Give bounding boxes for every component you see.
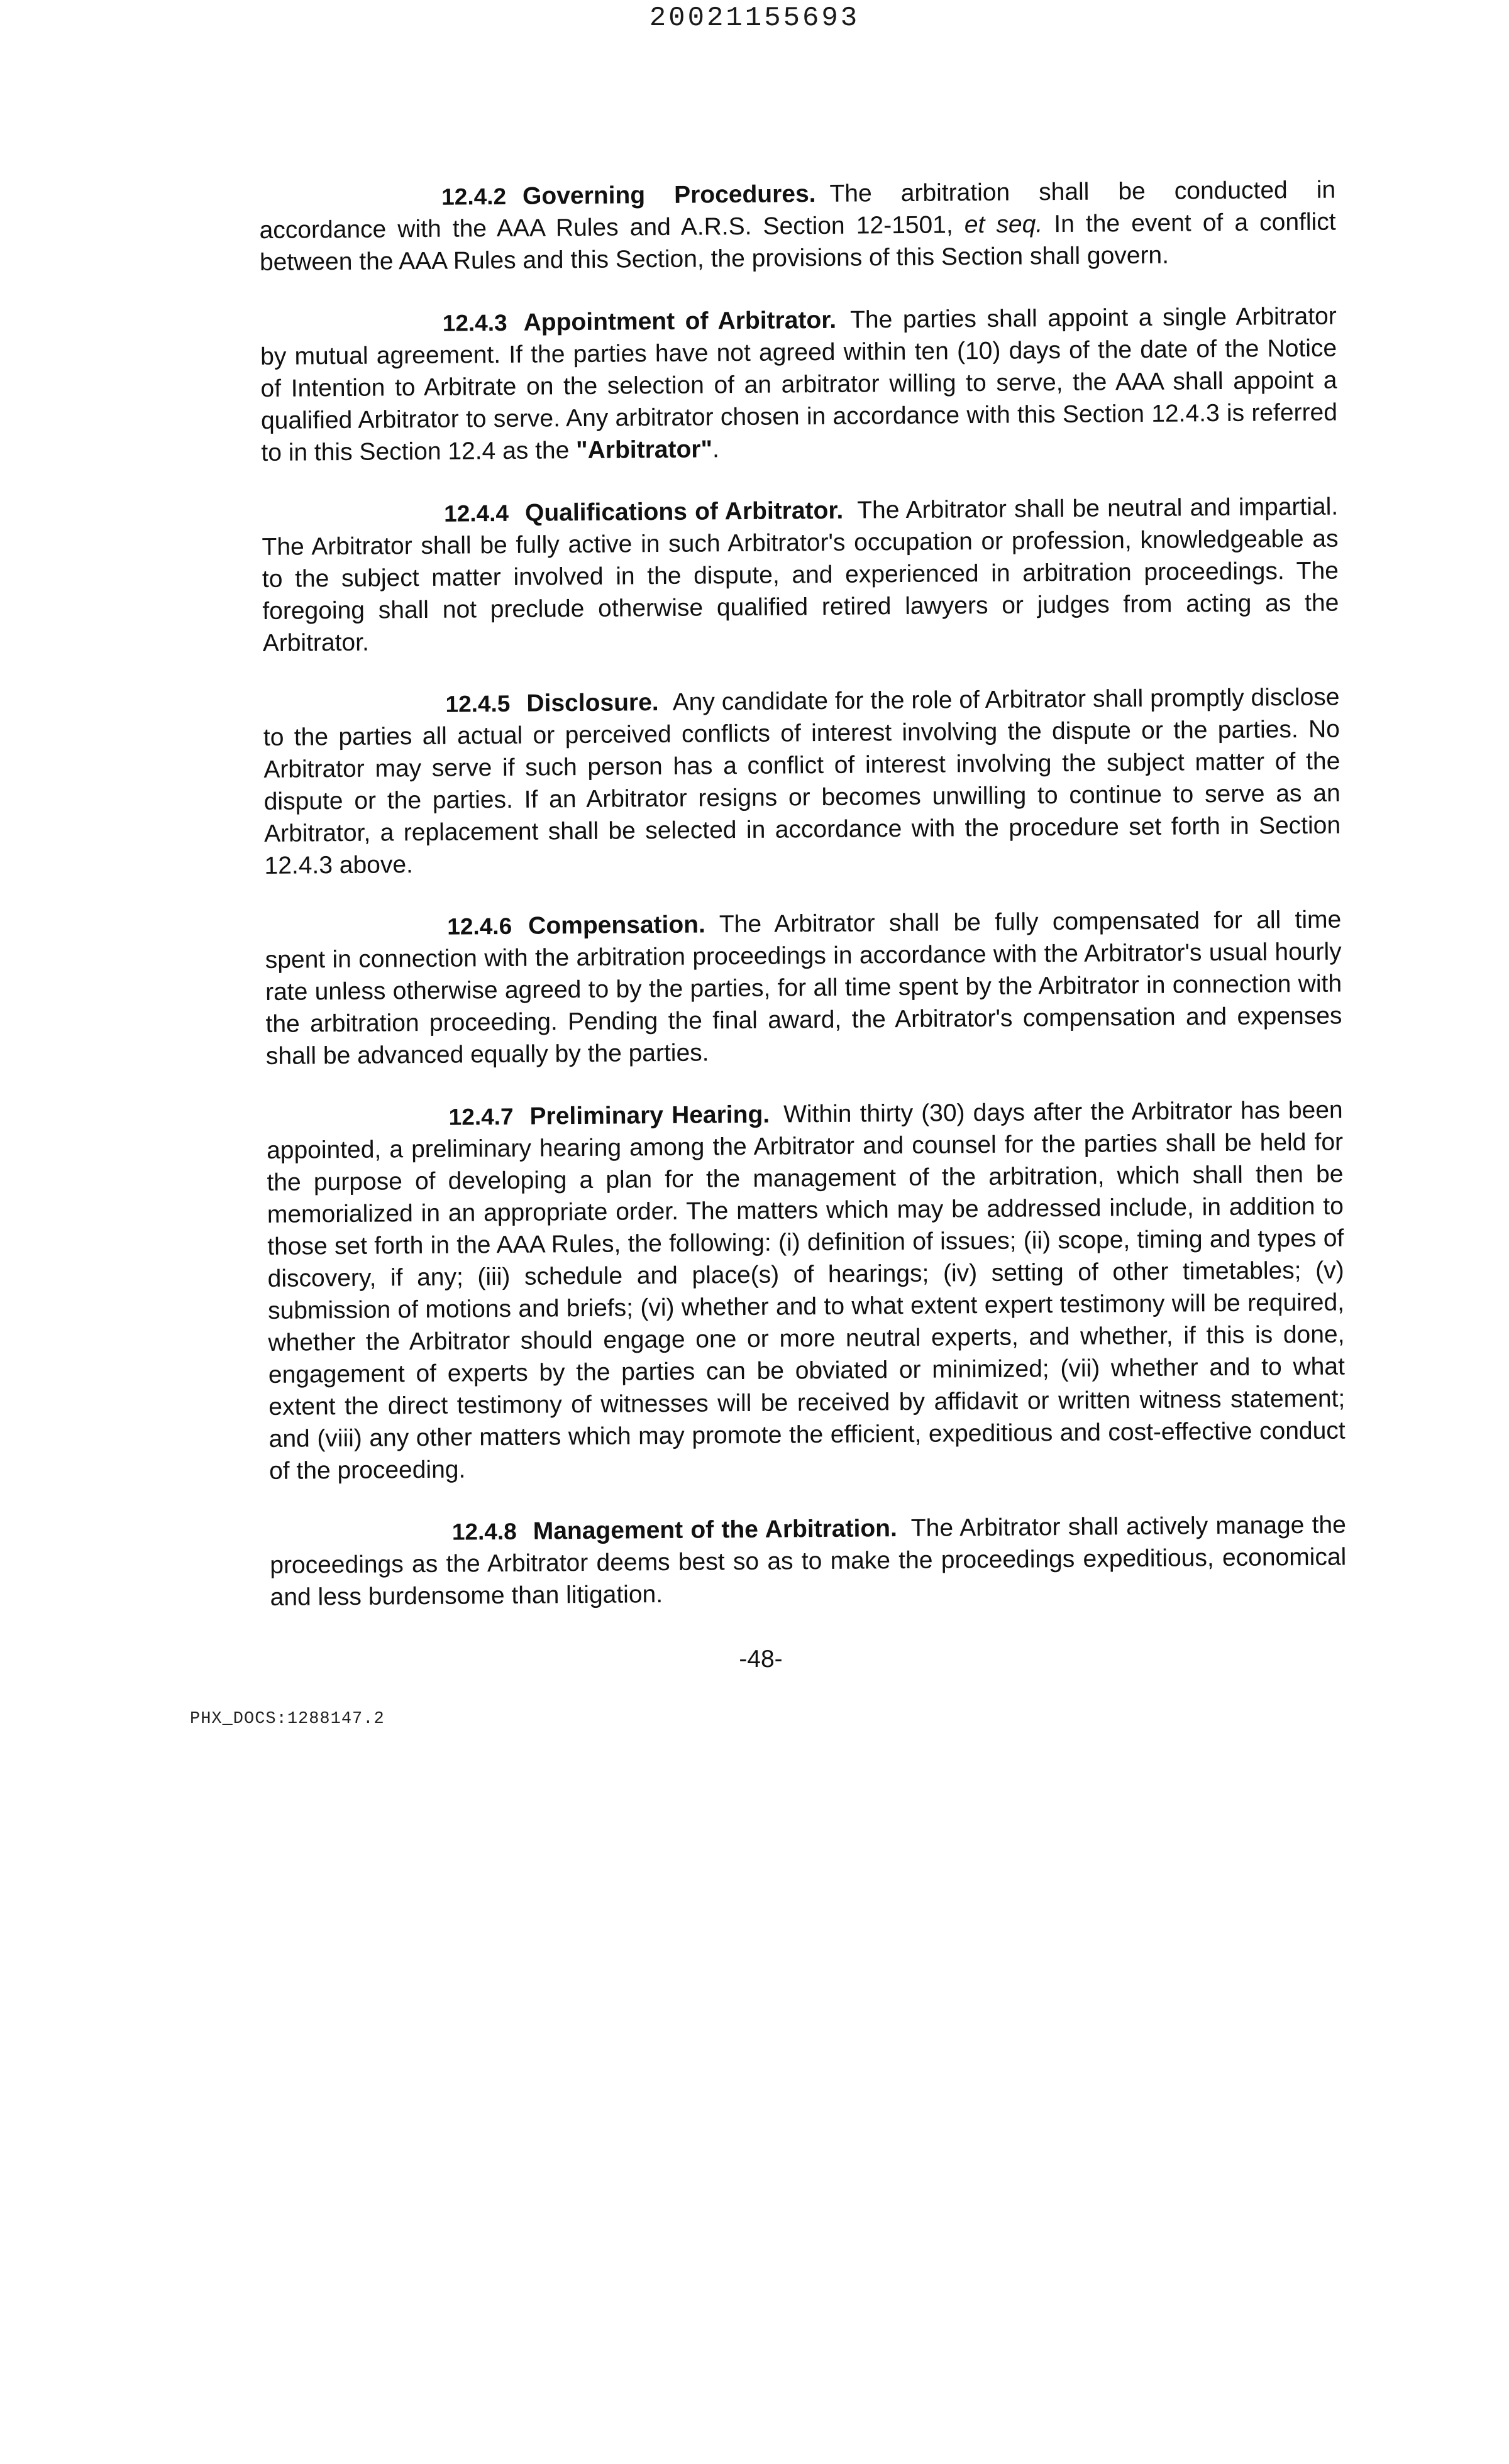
section-text: Within thirty (30) days after the Arbitrator has been appointed, a preliminary hearing among the Arbitrator and counsel for the parties shall be held for the purpose of developing a plan for the management of the arbitration, which shall then be memorialized in an appropriate order. The matters which may be addressed include, in addition to those set forth in the AAA Rules, the following: (i) definition of issues; (ii) scope, timing and types of discovery, if any; (iii) schedule and place(s) of hearings; (iv) setting of other timetables; (v) submission of motions and briefs; (vi) whether and to what extent expert testimony will be required, whether the Arbitrator should engage one or more neutral experts, and whether, if this is done, engagement of experts by the parties can be obviated or minimized; (vii) whether and to what extent the direct testimony of witnesses will be received by affidavit or written witness statement; and (viii) any other matters which may promote the efficient, expeditious and cost-effective conduct of the proceeding. xyxy=(266,1096,1346,1485)
section-heading: Appointment of Arbitrator. xyxy=(523,306,837,336)
section-text: The Arbitrator shall be neutral and impartial. The Arbitrator shall be fully active in such Arbitrator's occupation or profession, knowledgeable as to the subject matter involved in the dispute, and experienced in arbitration proceedings. The foregoing shall not preclude otherwise qualified retired lawyers or judges from acting as the Arbitrator. xyxy=(262,493,1339,657)
section-heading: Preliminary Hearing. xyxy=(529,1101,770,1130)
section-heading: Compensation. xyxy=(528,911,706,940)
section-12-4-4 xyxy=(262,491,1339,659)
section-number: 12.4.8 xyxy=(451,1518,517,1545)
section-number: 12.4.4 xyxy=(443,500,509,527)
section-text: The Arbitrator shall be fully compensated for all time spent in connection with the arbitration proceedings in accordance with the Arbitrator's usual hourly rate unless otherwise agreed to by the parties, for all time spent by the Arbitrator in connection with the arbitration proceeding. Pending the final award, the Arbitrator's compensation and expenses shall be advanced equally by the parties. xyxy=(265,906,1342,1070)
section-12-4-2 xyxy=(259,174,1336,278)
section-heading: Management of the Arbitration. xyxy=(533,1515,898,1545)
section-text: The parties shall appoint a single Arbitrator by mutual agreement. If the parties have not agreed within ten (10) days of the date of the Notice of Intention to Arbitrate on the selection of an arbitrator willing to serve, the AAA shall appoint a qualified Arbitrator to serve. Any arbitrator chosen in accordance with this Section 12.4.3 is referred to in this Section 12.4 as the xyxy=(260,302,1338,466)
section-heading: Disclosure. xyxy=(526,689,659,717)
section-text: Any candidate for the role of Arbitrator shall promptly disclose to the parties all actual or perceived conflicts of interest involving the dispute or the parties. No Arbitrator may serve if such person has a conflict of interest involving the subject matter of the dispute or the parties. If an Arbitrator resigns or becomes unwilling to continue to serve as an Arbitrator, a replacement shall be selected in accordance with the procedure set forth in Section 12.4.3 above. xyxy=(263,683,1341,879)
section-text: . xyxy=(712,436,720,463)
section-12-4-3 xyxy=(260,300,1338,469)
section-heading: Qualifications of Arbitrator. xyxy=(524,497,844,527)
section-number: 12.4.2 xyxy=(441,183,507,210)
section-number: 12.4.7 xyxy=(448,1103,514,1130)
footer-document-id: PHX_DOCS:1288147.2 xyxy=(190,1710,385,1729)
section-12-4-6 xyxy=(265,904,1342,1072)
section-12-4-8 xyxy=(270,1509,1347,1613)
section-number: 12.4.5 xyxy=(445,690,511,717)
section-heading: Governing Procedures. xyxy=(522,180,816,210)
section-text: The arbitration shall be conducted in accordance with the AAA Rules and A.R.S. Section 12-1501, xyxy=(259,176,1336,244)
section-text: The Arbitrator shall actively manage the proceedings as the Arbitrator deems best so as to make the proceedings expeditious, economical and less burdensome than litigation. xyxy=(270,1511,1347,1611)
section-12-4-7 xyxy=(266,1094,1346,1487)
section-text-italic: et seq. xyxy=(964,211,1043,239)
section-number: 12.4.6 xyxy=(447,913,512,940)
document-number: 20021155693 xyxy=(649,3,860,34)
section-text: In the event of a conflict between the AAA Rules and this Section, the provisions of this Section shall govern. xyxy=(259,208,1336,276)
section-12-4-5 xyxy=(263,681,1340,882)
defined-term-arbitrator: "Arbitrator" xyxy=(576,436,713,465)
page-number: -48- xyxy=(739,1646,783,1673)
document-body xyxy=(259,174,1347,1644)
section-number: 12.4.3 xyxy=(442,309,507,336)
